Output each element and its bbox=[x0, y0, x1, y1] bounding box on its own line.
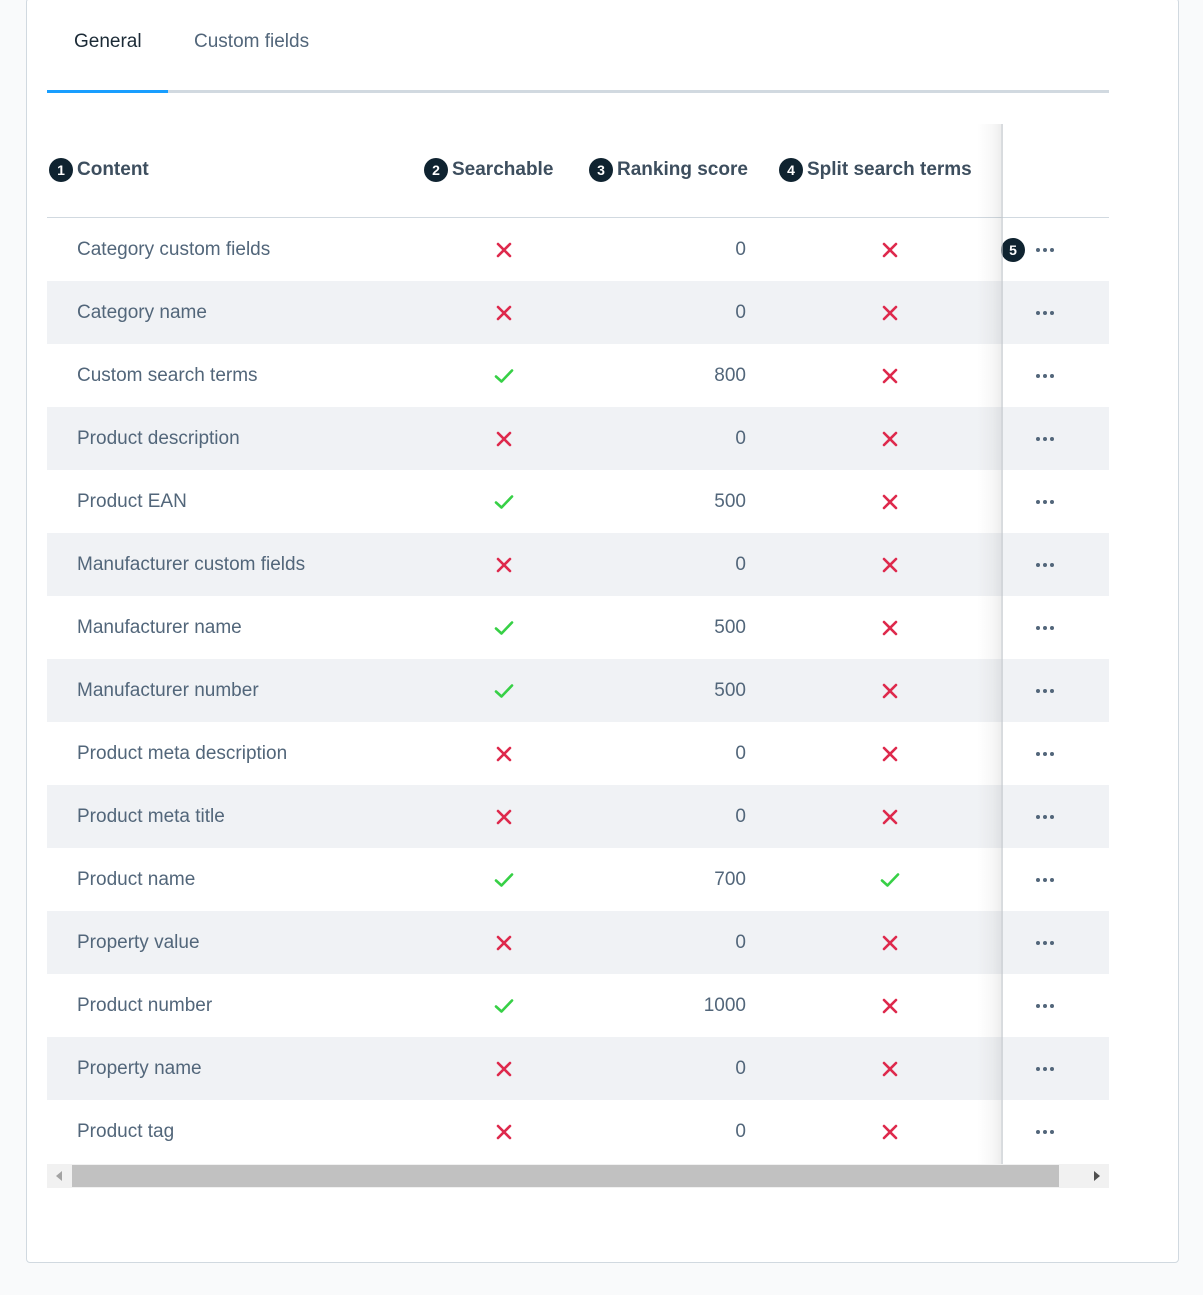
split-x-icon bbox=[879, 974, 901, 1037]
ellipsis-icon[interactable] bbox=[1034, 874, 1056, 886]
table-row bbox=[47, 533, 1109, 596]
ellipsis-dot bbox=[1043, 815, 1047, 819]
table-header bbox=[47, 124, 1109, 218]
ellipsis-dot bbox=[1043, 626, 1047, 630]
ranking-score-value: 0 bbox=[735, 238, 746, 260]
ranking-score-value: 500 bbox=[714, 679, 746, 701]
split-x-icon bbox=[879, 596, 901, 659]
searchable-x-icon bbox=[493, 911, 515, 974]
searchable-x-icon bbox=[493, 218, 515, 281]
sticky-column-edge bbox=[1001, 124, 1003, 1164]
ellipsis-icon[interactable] bbox=[1034, 496, 1056, 508]
ranking-score-value: 1000 bbox=[703, 994, 746, 1016]
tab-bar-divider bbox=[47, 90, 1109, 93]
ranking-score-value: 0 bbox=[735, 805, 746, 827]
searchable-x-icon bbox=[493, 785, 515, 848]
row-actions bbox=[1001, 1100, 1109, 1163]
searchable-x-icon bbox=[493, 1100, 515, 1163]
ellipsis-dot bbox=[1036, 437, 1040, 441]
scroll-left-arrow[interactable] bbox=[47, 1164, 71, 1188]
help-badge-3[interactable]: 3 bbox=[589, 158, 613, 182]
column-header-content-label: Content bbox=[77, 159, 149, 180]
split-x-icon bbox=[879, 218, 901, 281]
horizontal-scrollbar[interactable] bbox=[47, 1164, 1109, 1188]
ellipsis-dot bbox=[1036, 815, 1040, 819]
ellipsis-dot bbox=[1036, 689, 1040, 693]
ellipsis-dot bbox=[1036, 1130, 1040, 1134]
ellipsis-dot bbox=[1050, 374, 1054, 378]
content-name: Product number bbox=[77, 994, 213, 1016]
row-actions bbox=[1001, 533, 1109, 596]
content-name: Property name bbox=[77, 1057, 202, 1079]
content-name: Product name bbox=[77, 868, 196, 890]
ranking-score-value: 700 bbox=[714, 868, 746, 890]
ellipsis-dot bbox=[1043, 1004, 1047, 1008]
ellipsis-dot bbox=[1043, 500, 1047, 504]
row-actions bbox=[1001, 722, 1109, 785]
ellipsis-dot bbox=[1043, 374, 1047, 378]
content-name: Manufacturer number bbox=[77, 679, 259, 701]
help-badge-4[interactable]: 4 bbox=[779, 158, 803, 182]
ellipsis-icon[interactable] bbox=[1034, 307, 1056, 319]
tab-custom-fields[interactable]: Custom fields bbox=[194, 31, 310, 52]
row-actions bbox=[1001, 596, 1109, 659]
scrollbar-thumb[interactable] bbox=[72, 1165, 1059, 1187]
arrow-right-icon bbox=[1094, 1171, 1100, 1181]
searchable-checkmark-icon bbox=[493, 470, 515, 533]
content-name: Product meta description bbox=[77, 742, 288, 764]
ellipsis-dot bbox=[1050, 941, 1054, 945]
table-row bbox=[47, 848, 1109, 911]
ellipsis-dot bbox=[1043, 689, 1047, 693]
ellipsis-icon[interactable] bbox=[1034, 937, 1056, 949]
ellipsis-icon[interactable] bbox=[1034, 244, 1056, 256]
column-header-content[interactable] bbox=[49, 158, 149, 182]
searchable-x-icon bbox=[493, 533, 515, 596]
row-actions bbox=[1001, 848, 1109, 911]
arrow-left-icon bbox=[56, 1171, 62, 1181]
split-checkmark-icon bbox=[879, 848, 901, 911]
search-config-table bbox=[47, 124, 1109, 1163]
ranking-score-value: 0 bbox=[735, 1120, 746, 1142]
split-x-icon bbox=[879, 911, 901, 974]
content-name: Product tag bbox=[77, 1120, 175, 1142]
row-actions bbox=[1001, 974, 1109, 1037]
ranking-score-value: 0 bbox=[735, 553, 746, 575]
table-row bbox=[47, 344, 1109, 407]
content-name: Category name bbox=[77, 301, 207, 323]
table-row bbox=[47, 281, 1109, 344]
content-name: Manufacturer custom fields bbox=[77, 553, 306, 575]
content-name: Product description bbox=[77, 427, 240, 449]
split-x-icon bbox=[879, 281, 901, 344]
table-body bbox=[47, 218, 1109, 1163]
ellipsis-dot bbox=[1050, 878, 1054, 882]
ranking-score-value: 800 bbox=[714, 364, 746, 386]
ranking-score-value: 0 bbox=[735, 1057, 746, 1079]
help-badge-2[interactable]: 2 bbox=[424, 158, 448, 182]
ellipsis-dot bbox=[1036, 500, 1040, 504]
ellipsis-dot bbox=[1050, 311, 1054, 315]
searchable-x-icon bbox=[493, 407, 515, 470]
row-actions bbox=[1001, 344, 1109, 407]
ellipsis-dot bbox=[1036, 374, 1040, 378]
ellipsis-dot bbox=[1043, 752, 1047, 756]
column-header-ranking-score[interactable] bbox=[589, 158, 748, 182]
split-x-icon bbox=[879, 659, 901, 722]
tab-active-indicator bbox=[47, 90, 168, 93]
ellipsis-dot bbox=[1036, 248, 1040, 252]
content-name: Property value bbox=[77, 931, 200, 953]
content-name: Manufacturer name bbox=[77, 616, 242, 638]
row-actions bbox=[1001, 470, 1109, 533]
table-row bbox=[47, 407, 1109, 470]
table-row bbox=[47, 1037, 1109, 1100]
ranking-score-value: 0 bbox=[735, 301, 746, 323]
ellipsis-dot bbox=[1036, 878, 1040, 882]
ellipsis-dot bbox=[1050, 437, 1054, 441]
ellipsis-dot bbox=[1036, 626, 1040, 630]
searchable-x-icon bbox=[493, 281, 515, 344]
ellipsis-dot bbox=[1036, 311, 1040, 315]
table-row bbox=[47, 659, 1109, 722]
ellipsis-dot bbox=[1050, 689, 1054, 693]
column-header-split-search-terms-label: Split search terms bbox=[807, 159, 972, 180]
content-name: Product EAN bbox=[77, 490, 187, 512]
content-name: Category custom fields bbox=[77, 238, 271, 260]
searchable-x-icon bbox=[493, 1037, 515, 1100]
ellipsis-icon[interactable] bbox=[1034, 1063, 1056, 1075]
ellipsis-dot bbox=[1050, 815, 1054, 819]
ellipsis-dot bbox=[1050, 752, 1054, 756]
ranking-score-value: 0 bbox=[735, 931, 746, 953]
ranking-score-value: 500 bbox=[714, 616, 746, 638]
table-row bbox=[47, 911, 1109, 974]
ellipsis-icon[interactable] bbox=[1034, 622, 1056, 634]
row-actions bbox=[1001, 407, 1109, 470]
ellipsis-dot bbox=[1050, 563, 1054, 567]
table-row bbox=[47, 218, 1109, 281]
row-actions bbox=[1001, 1037, 1109, 1100]
searchable-checkmark-icon bbox=[493, 659, 515, 722]
searchable-checkmark-icon bbox=[493, 974, 515, 1037]
ellipsis-dot bbox=[1043, 878, 1047, 882]
table-row bbox=[47, 1100, 1109, 1163]
split-x-icon bbox=[879, 344, 901, 407]
column-header-searchable[interactable] bbox=[424, 158, 553, 182]
searchable-x-icon bbox=[493, 722, 515, 785]
column-header-split-search-terms[interactable] bbox=[779, 158, 972, 182]
ellipsis-dot bbox=[1043, 248, 1047, 252]
ellipsis-icon[interactable] bbox=[1034, 370, 1056, 382]
ellipsis-dot bbox=[1043, 1067, 1047, 1071]
table-row bbox=[47, 785, 1109, 848]
table-row bbox=[47, 974, 1109, 1037]
ellipsis-icon[interactable] bbox=[1034, 1000, 1056, 1012]
column-header-ranking-score-label: Ranking score bbox=[617, 159, 748, 180]
scroll-right-arrow[interactable] bbox=[1085, 1164, 1109, 1188]
content-name: Custom search terms bbox=[77, 364, 258, 386]
ranking-score-value: 500 bbox=[714, 490, 746, 512]
ellipsis-icon[interactable] bbox=[1034, 685, 1056, 697]
ellipsis-dot bbox=[1036, 941, 1040, 945]
ellipsis-icon[interactable] bbox=[1034, 811, 1056, 823]
content-name: Product meta title bbox=[77, 805, 225, 827]
ellipsis-dot bbox=[1043, 563, 1047, 567]
tab-bar bbox=[47, 0, 1109, 95]
ellipsis-dot bbox=[1050, 500, 1054, 504]
ellipsis-dot bbox=[1043, 941, 1047, 945]
split-x-icon bbox=[879, 785, 901, 848]
split-x-icon bbox=[879, 1037, 901, 1100]
split-x-icon bbox=[879, 722, 901, 785]
ranking-score-value: 0 bbox=[735, 742, 746, 764]
split-x-icon bbox=[879, 470, 901, 533]
ellipsis-dot bbox=[1036, 1067, 1040, 1071]
ellipsis-dot bbox=[1043, 1130, 1047, 1134]
column-header-searchable-label: Searchable bbox=[452, 159, 554, 180]
ellipsis-dot bbox=[1036, 563, 1040, 567]
table-row bbox=[47, 470, 1109, 533]
table-row bbox=[47, 722, 1109, 785]
split-x-icon bbox=[879, 407, 901, 470]
row-actions bbox=[1001, 659, 1109, 722]
split-x-icon bbox=[879, 1100, 901, 1163]
ellipsis-icon[interactable] bbox=[1034, 559, 1056, 571]
ellipsis-dot bbox=[1050, 1004, 1054, 1008]
ellipsis-dot bbox=[1050, 248, 1054, 252]
table-row bbox=[47, 596, 1109, 659]
ellipsis-dot bbox=[1043, 311, 1047, 315]
ellipsis-icon[interactable] bbox=[1034, 1126, 1056, 1138]
row-actions bbox=[1001, 281, 1109, 344]
ellipsis-dot bbox=[1050, 1067, 1054, 1071]
ranking-score-value: 0 bbox=[735, 427, 746, 449]
ellipsis-dot bbox=[1043, 437, 1047, 441]
ellipsis-dot bbox=[1036, 752, 1040, 756]
ellipsis-dot bbox=[1036, 1004, 1040, 1008]
searchable-checkmark-icon bbox=[493, 848, 515, 911]
searchable-checkmark-icon bbox=[493, 344, 515, 407]
ellipsis-dot bbox=[1050, 626, 1054, 630]
row-actions bbox=[1001, 785, 1109, 848]
row-actions bbox=[1001, 218, 1109, 281]
searchable-checkmark-icon bbox=[493, 596, 515, 659]
help-badge-1[interactable]: 1 bbox=[49, 158, 73, 182]
row-actions bbox=[1001, 911, 1109, 974]
help-badge-5[interactable]: 5 bbox=[1001, 238, 1025, 262]
ellipsis-dot bbox=[1050, 1130, 1054, 1134]
split-x-icon bbox=[879, 533, 901, 596]
ellipsis-icon[interactable] bbox=[1034, 433, 1056, 445]
tab-general[interactable]: General bbox=[74, 31, 142, 52]
ellipsis-icon[interactable] bbox=[1034, 748, 1056, 760]
